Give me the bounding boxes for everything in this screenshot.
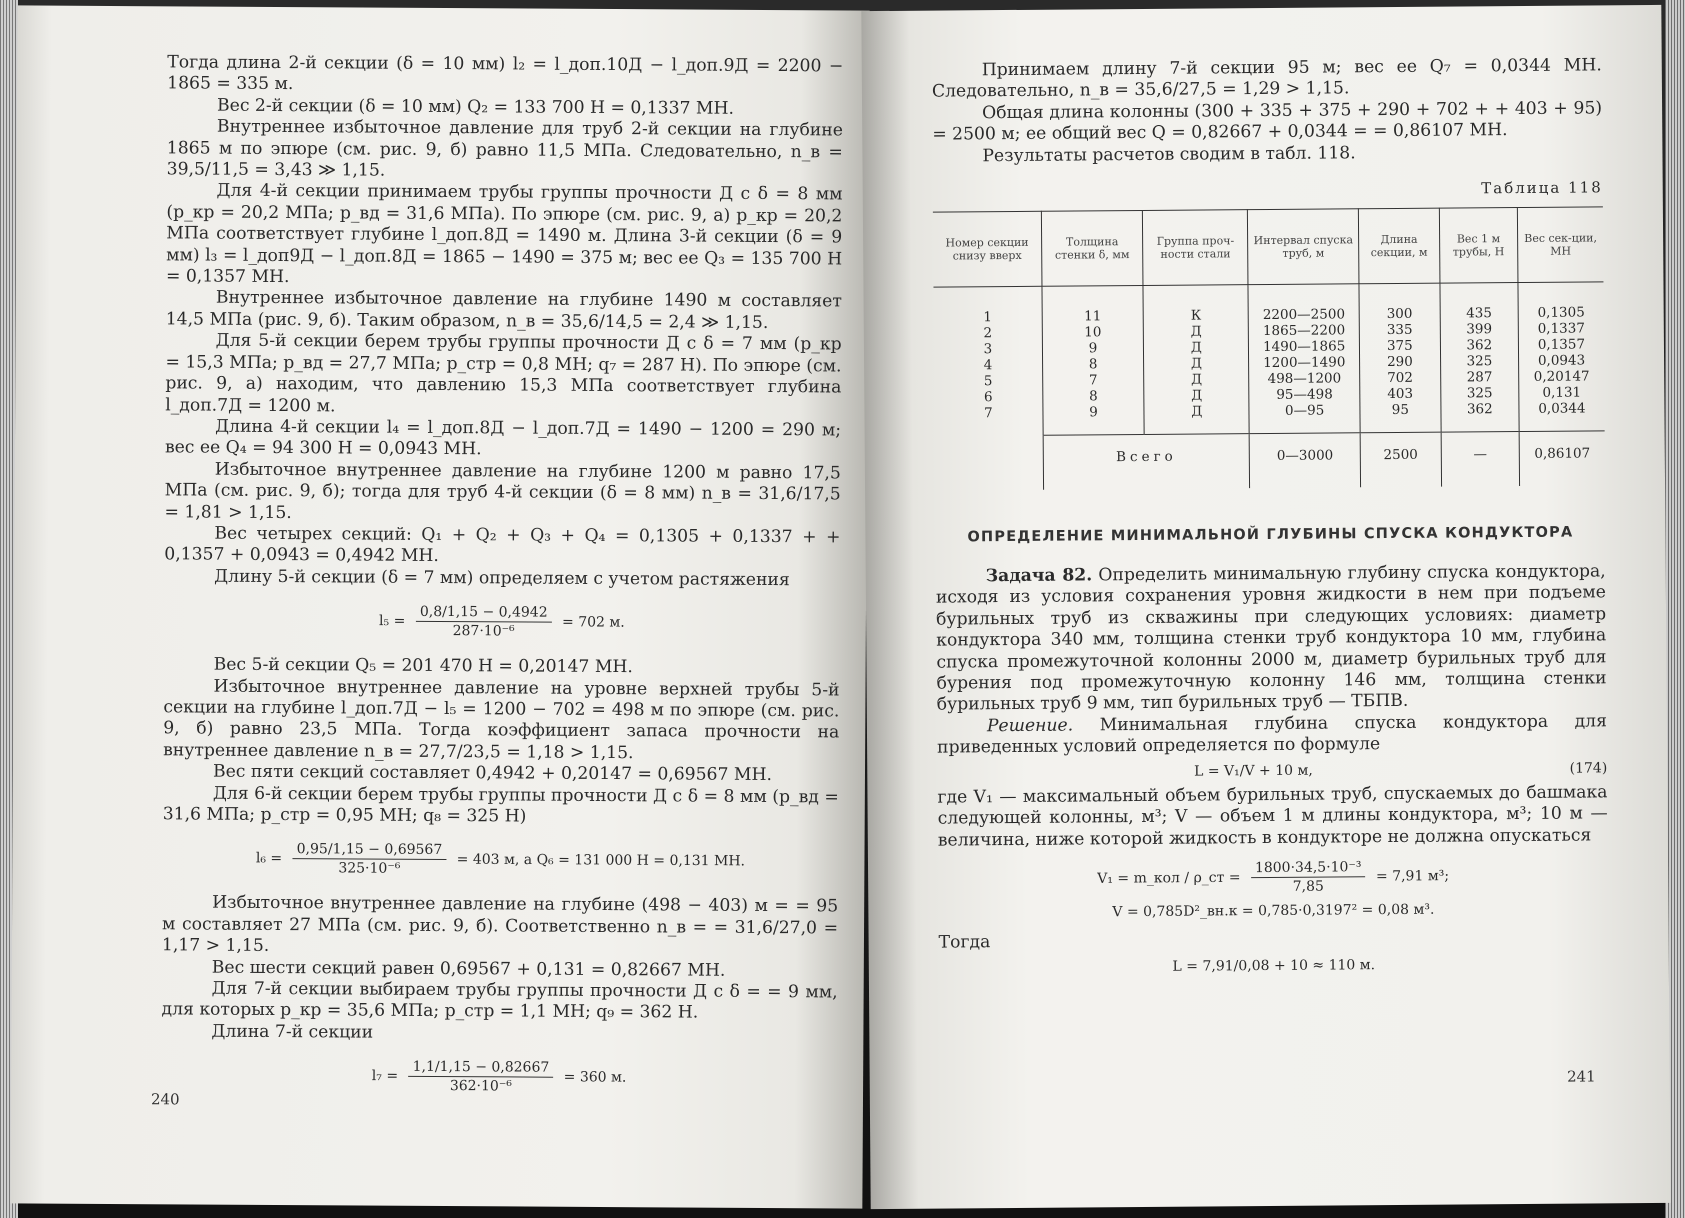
cell: 9 xyxy=(1088,340,1098,357)
cell: 7 xyxy=(984,405,993,422)
section-heading: ОПРЕДЕЛЕНИЕ МИНИМАЛЬНОЙ ГЛУБИНЫ СПУСКА КОНДУКТОРА xyxy=(967,524,1574,546)
left-paragraph: Длина 4-й секции l₄ = l_доп.8Д − l_доп.7Д = 1490 − 1200 = 290 м; вес ее Q₄ = 94 300 Н = 0,0943 МН. xyxy=(164,416,842,460)
table-header-cell: Толщина стенки δ, мм xyxy=(1041,210,1143,286)
cell: 290 xyxy=(1387,353,1413,371)
table-118 xyxy=(933,206,1605,490)
cell xyxy=(935,435,1044,490)
fraction-denominator: 325·10⁻⁶ xyxy=(338,860,401,878)
col-length xyxy=(1359,283,1441,433)
cell: 325 xyxy=(1466,353,1493,370)
cell: 375 xyxy=(1386,337,1413,355)
cell: 362 xyxy=(1466,337,1493,354)
formula-v1 xyxy=(938,856,1608,898)
table-header-cell: Вес 1 м трубы, Н xyxy=(1439,208,1518,284)
cell: 498—1200 xyxy=(1267,370,1342,388)
cell: 0—95 xyxy=(1284,402,1325,419)
task-text: Определить минимальную глубину спуска кондуктора, исходя из условия сохранения уровня жидкости в нем при подъеме бурильных труб из скважины при следующих условиях: диаметр кондуктора 340 мм, толщина стенки труб кондуктора 10 мм, глубина спуска промежуточной колонны 2000 м, диаметр бурильных труб для бурения под промежуточную колонну 146 мм, толщина стенки бурильных труб 9 мм, тип бурильных труб — ТБПВ. xyxy=(935,561,1607,716)
fraction xyxy=(416,603,552,641)
formula-174 xyxy=(937,760,1607,781)
cell: 0,0943 xyxy=(1537,352,1586,369)
cell: Д xyxy=(1190,339,1202,356)
cell: 702 xyxy=(1387,369,1414,387)
cell: Д xyxy=(1191,387,1203,404)
cell: 95 xyxy=(1391,401,1409,419)
page-number-left: 240 xyxy=(150,1090,180,1109)
cell: 0,1337 xyxy=(1537,320,1585,337)
cell: 8 xyxy=(1089,388,1098,405)
cell: 2 xyxy=(983,325,993,342)
total-length: 2500 xyxy=(1360,432,1441,487)
fraction-denominator: 362·10⁻⁶ xyxy=(449,1078,512,1095)
fraction xyxy=(293,841,447,879)
formula-rhs: = 7,91 м³; xyxy=(1375,867,1450,885)
fraction-numerator: 1800·34,5·10⁻³ xyxy=(1251,858,1366,878)
formula-lhs: l₇ = xyxy=(371,1068,399,1085)
total-label: Всего xyxy=(1043,434,1250,490)
where-paragraph: где V₁ — максимальный объем бурильных труб, спускаемых до башмака следующей колонны, м³; V — объем 1 м длины кондуктора, м³; 10 м — величина, ниже которой жидкость в кондукторе не должна опускаться xyxy=(937,782,1608,851)
task-label: Задача 82. xyxy=(985,565,1093,587)
right-paragraph: Общая длина колонны (300 + 335 + 375 + 290 + 702 + + 403 + 95) = 2500 м; ее общий вес Q = 0,82667 + 0,0344 = = 0,86107 МН. xyxy=(932,98,1603,145)
right-page xyxy=(861,5,1670,1209)
solution-label: Решение. xyxy=(986,715,1074,737)
left-page xyxy=(10,5,869,1208)
cell: 1200—1490 xyxy=(1263,354,1346,372)
cell: 325 xyxy=(1466,385,1493,402)
col-interval xyxy=(1248,284,1360,434)
cell: 435 xyxy=(1466,305,1493,322)
formula-rhs: = 360 м. xyxy=(563,1069,627,1086)
cell: Д xyxy=(1190,323,1202,340)
fraction-numerator: 1,1/1,15 − 0,82667 xyxy=(409,1058,554,1078)
cell: 335 xyxy=(1386,321,1413,339)
left-paragraph: Вес 5-й секции Q₅ = 201 470 Н = 0,20147 МН. xyxy=(213,654,633,678)
formula-lhs: l₆ = xyxy=(255,850,283,867)
cell: 4 xyxy=(983,357,993,374)
cell: 10 xyxy=(1084,324,1102,341)
formula-l5 xyxy=(164,601,840,642)
left-paragraph: Для 6-й секции берем трубы группы прочности Д с δ = 8 мм (p_вд = 31,6 МПа; p_стр = 0,95 МН; q₈ = 325 Н) xyxy=(162,783,839,827)
cell: 8 xyxy=(1088,356,1098,373)
formula-lhs: V₁ = m_кол / ρ_ст = xyxy=(1097,869,1241,887)
solution-paragraph xyxy=(937,711,1607,759)
formula-rhs: = 702 м. xyxy=(561,614,625,631)
col-group xyxy=(1143,285,1249,435)
table-total-row xyxy=(935,431,1605,491)
left-paragraph: Вес 2-й секции (δ = 10 мм) Q₂ = 133 700 Н = 0,1337 МН. xyxy=(216,95,735,119)
col-weight-section xyxy=(1518,282,1605,432)
left-paragraph: Длина 7-й секции xyxy=(211,1021,374,1043)
cell: 7 xyxy=(1088,372,1098,389)
cell: 287 xyxy=(1466,369,1493,386)
total-weight-per-m: — xyxy=(1441,432,1520,487)
left-paragraph: Избыточное внутреннее давление на глубине 1200 м равно 17,5 МПа (см. рис. 9, б); тогда для труб 4-й секции (δ = 8 мм) n_в = 31,6/17,5 = 1,81 > 1,15. xyxy=(164,459,841,523)
formula-l7 xyxy=(161,1057,837,1098)
fraction-numerator: 0,8/1,15 − 0,4942 xyxy=(416,603,552,623)
formula-174-text: L = V₁/V + 10 м, xyxy=(1194,762,1313,780)
cell: 0,131 xyxy=(1542,384,1582,401)
cell: 1490—1865 xyxy=(1262,338,1346,356)
formula-174-number: (174) xyxy=(1569,760,1608,777)
cell: 95—498 xyxy=(1276,386,1333,403)
cell: 0,20147 xyxy=(1533,368,1590,385)
fraction xyxy=(1251,858,1366,896)
cell: 3 xyxy=(983,341,993,358)
left-paragraph: Избыточное внутреннее давление на уровне верхней трубы 5-й секции на глубине l_доп.7Д − l₅ = 1200 − 702 = 498 м по эпюре (см. рис. 9, б) равно 23,5 МПа. Тогда коэффициент запаса прочности на внутреннее давление n_в = 27,7/23,5 = 1,18 > 1,15. xyxy=(163,676,840,763)
formula-lhs: l₅ = xyxy=(379,613,406,630)
cell: 300 xyxy=(1386,305,1413,323)
solution-text: Минимальная глубина спуска кондуктора для приведенных условий определяется по формуле xyxy=(937,711,1607,758)
col-number xyxy=(933,286,1043,436)
page-number-right: 241 xyxy=(1566,1067,1596,1086)
cell: 362 xyxy=(1466,401,1493,418)
right-paragraph: Принимаем длину 7-й секции 95 м; вес ее Q₇ = 0,0344 МН. Следовательно, n_в = 35,6/27,5 = 1,29 > 1,15. xyxy=(931,55,1602,103)
fraction-denominator: 287·10⁻⁶ xyxy=(452,623,515,640)
cell: 1 xyxy=(983,309,992,326)
left-paragraph: Тогда длина 2-й секции (δ = 10 мм) l₂ = l_доп.10Д − l_доп.9Д = 2200 − 1865 = 335 м. xyxy=(167,52,844,95)
fraction-denominator: 7,85 xyxy=(1292,878,1324,895)
col-thickness xyxy=(1042,285,1145,435)
cell: 1865—2200 xyxy=(1262,322,1346,340)
cell: 0,1357 xyxy=(1537,336,1586,353)
left-paragraph: Для 5-й секции берем трубы группы прочности Д с δ = 7 мм (p_кр = 15,3 МПа; p_вд = 27,7 МПа; p_стр = 0,8 МН; q₇ = 287 Н). По эпюре (см. рис. 9, а) находим, что давлению 15,3 МПа соответствует глубина l_доп.7Д = 1200 м. xyxy=(165,330,842,416)
cell: Д xyxy=(1191,403,1203,420)
formula-l6 xyxy=(162,840,838,881)
right-paragraph: Результаты расчетов сводим в табл. 118. xyxy=(982,142,1356,166)
table-header-cell: Группа проч-ности стали xyxy=(1143,210,1249,286)
formula-rhs: = 403 м, а Q₆ = 131 000 Н = 0,131 МН. xyxy=(456,852,746,870)
cell: 0,1305 xyxy=(1537,304,1585,321)
left-paragraph: Избыточное внутреннее давление на глубине (498 − 403) м = = 95 м составляет 27 МПа (см. рис. 9, б). Соответственно n_в = = 31,6/27,0 = 1,17 > 1,15. xyxy=(161,893,839,957)
left-paragraph: Для 4-й секции принимаем трубы группы прочности Д с δ = 8 мм (p_кр = 20,2 МПа; p_вд = 31,6 МПа). По эпюре (см. рис. 9, а) p_кр = 20,2 МПа соответствует глубине l_доп.8Д = 1490 м. Длина 3-й секции (δ = 9 мм) l₃ = l_доп9Д − l_доп.8Д = 1865 − 1490 = 375 м; вес ее Q₃ = 135 700 Н = 0,1357 МН. xyxy=(165,181,843,288)
table-header-cell: Номер секции снизу вверх xyxy=(933,211,1042,287)
cell: Д xyxy=(1190,355,1202,372)
table-header-cell: Длина секции, м xyxy=(1358,208,1439,284)
cell: 0,0344 xyxy=(1538,400,1586,417)
total-interval: 0—3000 xyxy=(1250,433,1361,488)
left-paragraph: Длину 5-й секции (δ = 7 мм) определяем с учетом растяжения xyxy=(214,566,790,590)
left-paragraph: Внутреннее избыточное давление на глубине 1490 м составляет 14,5 МПа (рис. 9, б). Таким образом, n_в = 35,6/14,5 = 2,4 ≫ 1,15. xyxy=(165,288,842,333)
formula-v: V = 0,785D²_вн.к = 0,785·0,3197² = 0,08 м³. xyxy=(1112,901,1435,921)
table-header-cell: Интервал спуска труб, м xyxy=(1248,209,1359,285)
cell: 2200—2500 xyxy=(1262,306,1346,324)
col-weight-per-m xyxy=(1440,283,1519,433)
table-title: Таблица 118 xyxy=(1481,178,1603,198)
table-header-row xyxy=(933,207,1604,287)
fraction-numerator: 0,95/1,15 − 0,69567 xyxy=(293,841,447,861)
cell: 403 xyxy=(1387,385,1414,403)
left-paragraph: Вес шести секций равен 0,69567 + 0,131 = 0,82667 МН. xyxy=(211,957,726,981)
formula-L: L = 7,91/0,08 + 10 ≈ 110 м. xyxy=(1172,957,1376,976)
table-header-cell: Вес сек-ции, МН xyxy=(1517,207,1603,283)
cell: 9 xyxy=(1089,404,1098,421)
left-paragraph: Вес четырех секций: Q₁ + Q₂ + Q₃ + Q₄ = 0,1305 + 0,1337 + + 0,1357 + 0,0943 = 0,4942 МН. xyxy=(164,523,841,567)
cell: 399 xyxy=(1466,321,1493,338)
cell: К xyxy=(1190,307,1202,324)
task-paragraph xyxy=(936,561,1607,716)
cell: 5 xyxy=(983,373,993,390)
left-paragraph: Вес пяти секций составляет 0,4942 + 0,20147 = 0,69567 МН. xyxy=(212,761,773,786)
left-paragraph: Для 7-й секции выбираем трубы группы прочности Д с δ = = 9 мм, для которых p_кр = 35,6 МПа; p_стр = 1,1 МН; q₉ = 362 Н. xyxy=(161,978,838,1024)
table-row xyxy=(933,282,1604,436)
cell: 11 xyxy=(1084,308,1102,325)
cell: Д xyxy=(1190,371,1203,388)
left-paragraph: Внутреннее избыточное давление для труб 2-й секции на глубине 1865 м по эпюре (см. рис. 9, б) равно 11,5 МПа. Следовательно, n_в = 39,5/11,5 = 3,43 ≫ 1,15. xyxy=(166,116,843,181)
fraction xyxy=(408,1058,553,1096)
cell: 6 xyxy=(983,389,993,406)
total-weight-section: 0,86107 xyxy=(1519,431,1605,486)
then-text: Тогда xyxy=(938,932,991,953)
